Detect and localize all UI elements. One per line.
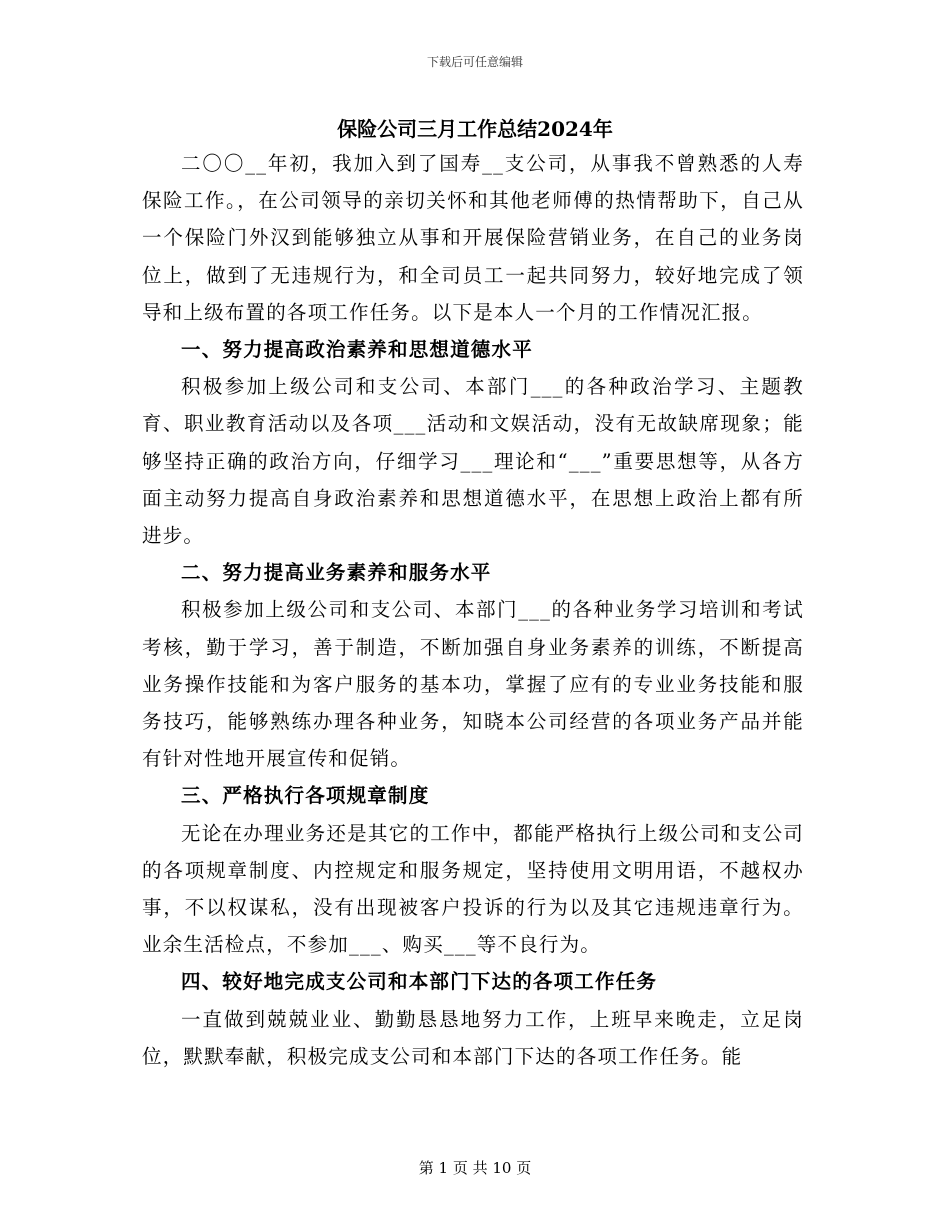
section-heading-4: 四、较好地完成支公司和本部门下达的各项工作任务 (181, 970, 658, 994)
section-heading-1: 一、努力提高政治素养和思想道德水平 (181, 338, 533, 362)
intro-paragraph: 二〇〇__年初，我加入到了国寿__支公司，从事我不曾熟悉的人寿保险工作。，在公司领导的亲切关怀和其他老师傅的热情帮助下，自己从一个保险门外汉到能够独立从事和开展保险营销业务，在自己的业务岗位上，做到了无违规行为，和全司员工一起共同努力，较好地完成了领导和上级布置的各项工作任务。以下是本人一个月的工作情况汇报。 (142, 152, 804, 324)
document-body (142, 145, 804, 1075)
section-heading-2: 二、努力提高业务素养和服务水平 (181, 561, 492, 585)
section-paragraph-4: 一直做到兢兢业业、勤勤恳恳地努力工作，上班早来晚走，立足岗位，默默奉献，积极完成支公司和本部门下达的各项工作任务。能 (142, 1007, 804, 1068)
page-number-footer: 第 1 页 共 10 页 (418, 1159, 532, 1177)
section-paragraph-2: 积极参加上级公司和支公司、本部门___的各种业务学习培训和考试考核，勤于学习，善于制造，不断加强自身业务素养的训练，不断提高业务操作技能和为客户服务的基本功，掌握了应有的专业业务技能和服务技巧，能够熟练办理各种业务，知晓本公司经营的各项业务产品并能有针对性地开展宣传和促销。 (142, 598, 804, 771)
section-heading-3: 三、严格执行各项规章制度 (181, 784, 430, 808)
section-paragraph-1: 积极参加上级公司和支公司、本部门___的各种政治学习、主题教育、职业教育活动以及各项___活动和文娱活动，没有无故缺席现象；能够坚持正确的政治方向，仔细学习___理论和“___”重要思想等，从各方面主动努力提高自身政治素养和思想道德水平，在思想上政治上都有所进步。 (142, 375, 804, 548)
section-paragraph-3: 无论在办理业务还是其它的工作中，都能严格执行上级公司和支公司的各项规章制度、内控规定和服务规定，坚持使用文明用语，不越权办事，不以权谋私，没有出现被客户投诉的行为以及其它违规违章行为。业余生活检点，不参加___、购买___等不良行为。 (142, 821, 804, 957)
header-note: 下载后可任意编辑 (426, 55, 523, 69)
document-title: 保险公司三月工作总结2024年 (337, 117, 613, 141)
